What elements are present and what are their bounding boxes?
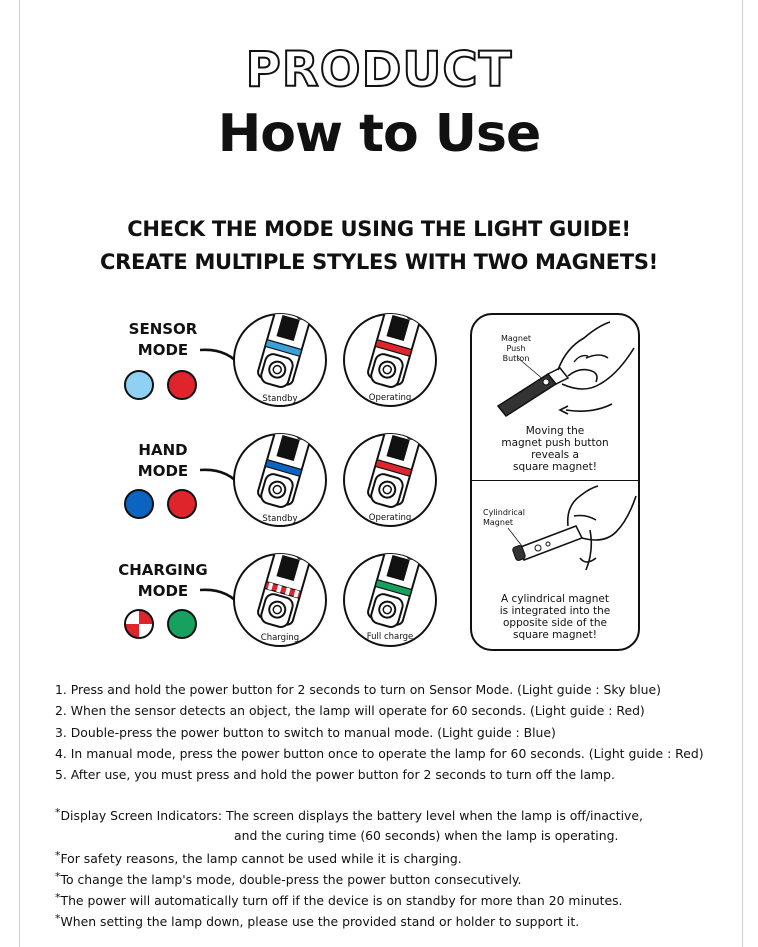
state-caption: Operating — [368, 393, 412, 403]
note-display-indicators — [55, 806, 643, 823]
instruction-item: 3. Double-press the power button to switch to manual mode. (Light guide : Blue) — [55, 724, 556, 740]
cylindrical-magnet-caption — [480, 593, 630, 641]
caption-line: magnet push button — [501, 437, 609, 449]
caption-line: A cylindrical magnet — [501, 593, 609, 605]
caption-line: Moving the — [525, 425, 585, 437]
note-change-mode — [55, 870, 521, 887]
caption-line: reveals a — [531, 449, 579, 461]
note-safety — [55, 849, 462, 866]
instruction-item: 5. After use, you must press and hold the power button for 2 seconds to turn off the lamp. — [55, 767, 615, 783]
caption-line: opposite side of the — [502, 617, 608, 629]
asterisk: * — [55, 849, 61, 862]
mode-name-line1: HAND — [138, 441, 188, 459]
product-title: PRODUCT — [245, 42, 513, 98]
caption-line: square magnet! — [513, 629, 597, 641]
instruction-list — [55, 679, 704, 785]
mode-name-line2: MODE — [137, 341, 189, 359]
annotation-line: Magnet — [483, 518, 514, 527]
sky-blue-light-dot — [124, 370, 154, 400]
caption-line: is integrated into the — [499, 605, 611, 617]
instruction-item: 2. When the sensor detects an object, the lamp will operate for 60 seconds. (Light guide : Red) — [55, 703, 645, 719]
red-white-blinking-dot — [124, 609, 154, 639]
state-caption: Charging — [260, 633, 300, 643]
how-to-use-title: How to Use — [217, 104, 541, 164]
note-text: The power will automatically turn off if the device is on standby for more than 20 minutes. — [60, 893, 623, 908]
state-caption: Full charge — [366, 632, 414, 642]
asterisk: * — [55, 912, 61, 925]
caption-line: square magnet! — [513, 461, 597, 473]
note-display-indicators-cont — [234, 828, 618, 843]
annotation-line: Push Button — [502, 344, 530, 363]
push-button-caption — [480, 425, 630, 473]
annotation-line: Magnet — [500, 334, 531, 343]
note-text: For safety reasons, the lamp cannot be used while it is charging. — [60, 851, 462, 866]
asterisk: * — [55, 806, 61, 819]
instruction-item: 1. Press and hold the power button for 2 seconds to turn on Sensor Mode. (Light guide : Sky blue) — [55, 682, 661, 697]
state-caption: Operating — [368, 513, 412, 523]
state-caption: Standby — [262, 514, 298, 524]
asterisk: * — [55, 870, 61, 883]
note-text: To change the lamp's mode, double-press the power button consecutively. — [60, 872, 522, 887]
mode-name-line1: CHARGING — [118, 561, 208, 579]
note-text: and the curing time (60 seconds) when the lamp is operating. — [234, 828, 619, 843]
red-light-dot — [167, 370, 197, 400]
annotation-line: Cylindrical — [483, 508, 525, 517]
instruction-item: 4. In manual mode, press the power button once to operate the lamp for 60 seconds. (Light guide : Red) — [55, 745, 704, 761]
mode-name-line2: MODE — [137, 462, 189, 480]
blue-light-dot — [124, 489, 154, 519]
state-caption: Standby — [262, 394, 298, 404]
mode-name-line2: MODE — [137, 582, 189, 600]
note-text: When setting the lamp down, please use the provided stand or holder to support it. — [60, 914, 580, 929]
asterisk: * — [55, 891, 61, 904]
red-light-dot — [167, 489, 197, 519]
note-text: Display Screen Indicators: The screen displays the battery level when the lamp is off/inactive, — [60, 808, 643, 823]
note-auto-off — [55, 891, 623, 908]
mode-name-line1: SENSOR — [128, 320, 198, 338]
headline-light-guide: CHECK THE MODE USING THE LIGHT GUIDE! — [127, 217, 631, 241]
hand-with-magnet-push-button-icon — [488, 318, 638, 428]
hand-with-cylindrical-magnet-icon — [486, 486, 636, 586]
green-light-dot — [167, 609, 197, 639]
panel-divider — [470, 480, 640, 481]
note-stand — [55, 912, 579, 929]
headline-magnets: CREATE MULTIPLE STYLES WITH TWO MAGNETS! — [100, 250, 658, 274]
